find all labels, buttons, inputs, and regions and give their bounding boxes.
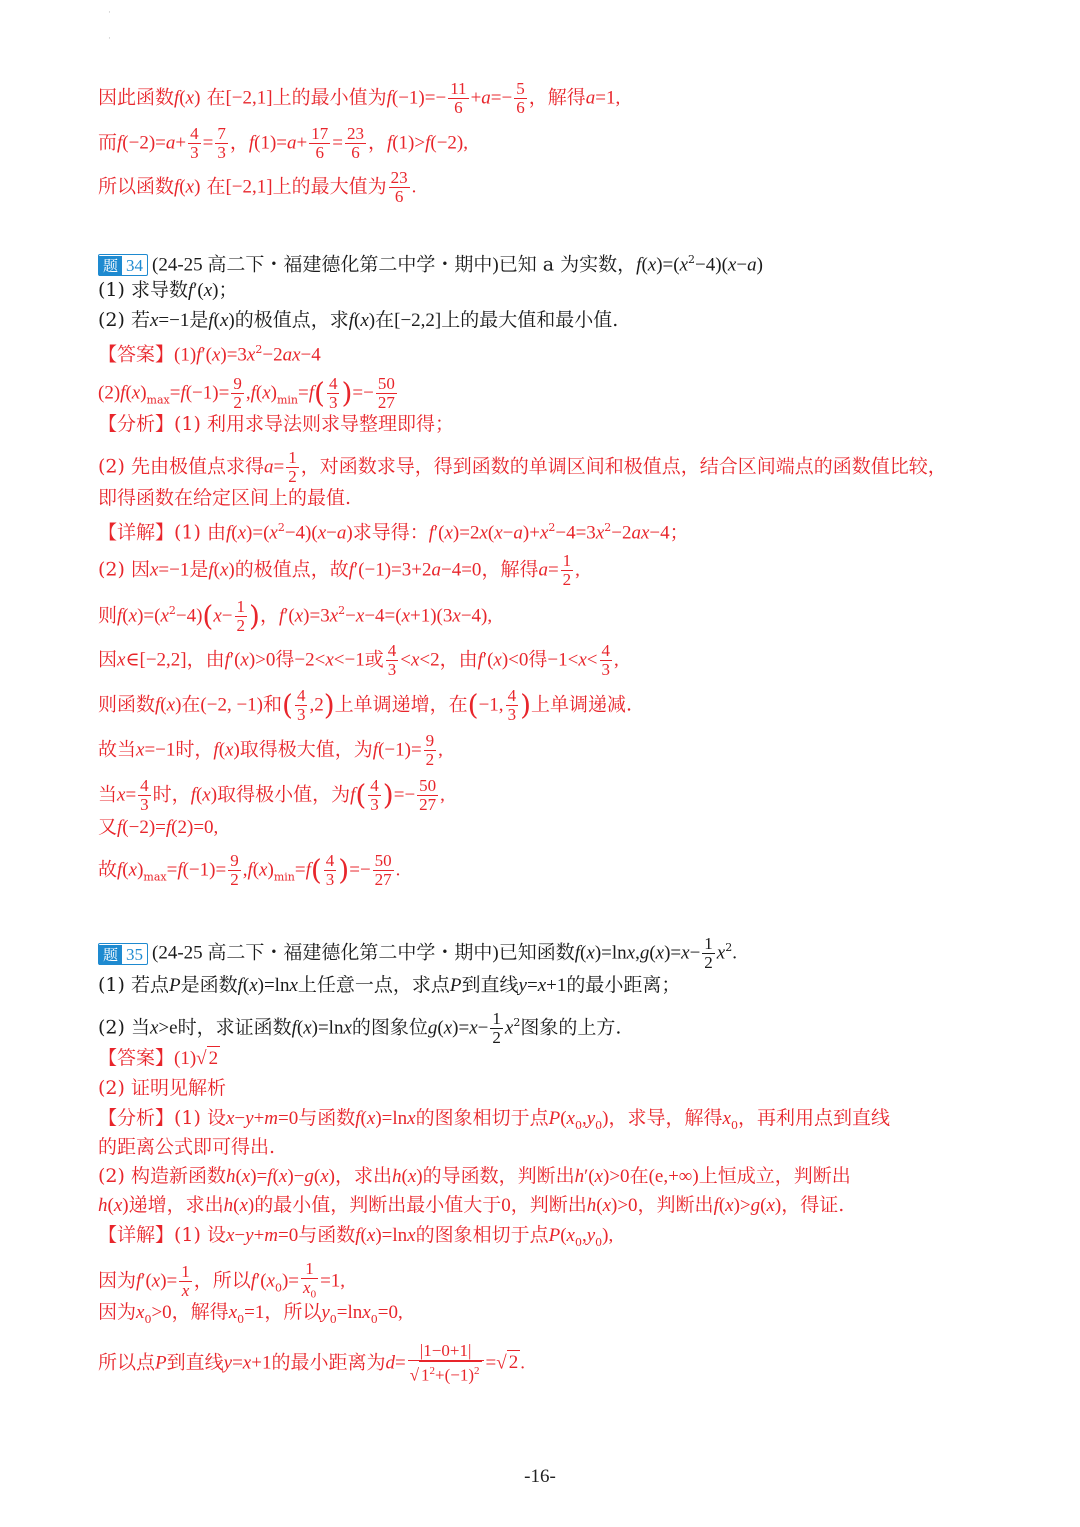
q34-analysis-2: (2) 先由极值点求得a= $\frac{1}{2}$ ，对函数求导，得到函数的单调区间和极值点，结合区间端点的函数值比较， xyxy=(98,448,947,486)
q34-detail-8: 又f(−2)=f(2)=0, xyxy=(98,816,219,838)
q35-badge: 题 35 xyxy=(98,943,148,965)
q35-answer-1: 【答案】(1)√ 2 xyxy=(98,1047,219,1069)
q34-detail-4: 因x∈[−2,2]，由f′(x)>0得−2<x<−1或 $\frac{4}{3}$ <x<2，由f′(x)<0得−1<x< $\frac{4}{3}$ , xyxy=(98,641,619,679)
q35-analysis-4: h(x)递增，求出h(x)的最小值，判断出最小值大于0，判断出h(x)>0，判断出f(x)>g(x)，得证. xyxy=(98,1194,845,1216)
q34-detail-5: 则函数f(x)在(−2, −1)和( $\frac{4}{3}$ ,2)上单调递增，在(−1, $\frac{4}{3}$ )上单调递减. xyxy=(98,686,633,724)
q35-part1: (1) 若点P是函数f(x)=lnx上任意一点，求点P到直线y=x+1的最小距离； xyxy=(98,974,681,996)
q34-detail-9: 故$f(x)_{max}=f(-1)=$ $\frac{9}{2}$ $,f(x)_{min}=f$( $\frac{4}{3}$ )=− $\frac{50}{27}$ . xyxy=(98,851,401,889)
q34-part2: (2) 若x=−1是f(x)的极值点，求f(x)在[−2,2]上的最大值和最小值. xyxy=(98,309,619,331)
prev-solution-line-1: 因此函数f(x) 在[−2,1]上的最小值为f(−1)=− $\frac{11}{6}$ +a=− $\frac{5}{6}$ ，解得a=1, xyxy=(98,79,621,117)
page-number: -16- xyxy=(524,1466,556,1487)
q35-analysis-1: 【分析】(1) 设x−y+m=0与函数f(x)=lnx的图象相切于点$P(x_0,y_0)$，求导，解得$x_0$，再利用点到直线 xyxy=(98,1107,890,1132)
q34-detail-7: 当x= $\frac{4}{3}$ 时，f(x)取得极小值，为f( $\frac{4}{3}$ )=− $\frac{50}{27}$ , xyxy=(98,776,445,814)
scan-speck: · xyxy=(108,8,111,18)
q35-analysis-2: 的距离公式即可得出. xyxy=(98,1136,276,1158)
q34-answer-2: $(2)f(x)_{max}=f(-1)=$ $\frac{9}{2}$ $,f(x)_{min}=f$( $\frac{4}{3}$ )=− $\frac{50}{27}$ xyxy=(98,374,395,412)
q35-analysis-3: (2) 构造新函数h(x)=f(x)−g(x)，求出h(x)的导函数，判断出h′(x)>0在(e,+∞)上恒成立，判断出 xyxy=(98,1165,851,1187)
q34-detail-6: 故当x=−1时，f(x)取得极大值，为f(−1)= $\frac{9}{2}$ , xyxy=(98,731,443,769)
prev-solution-line-3: 所以函数f(x) 在[−2,1]上的最大值为 $\frac{23}{6}$ . xyxy=(98,168,417,206)
scan-speck: · xyxy=(108,34,111,44)
q35-detail-2: 因为f′(x)= $\frac{1}{x}$ ，所以$f'(x_0)=$ $\frac{1}{x_0}$ =1, xyxy=(98,1260,345,1303)
q34-stem: 题 34 (24-25 高二下・福建德化第二中学・期中)已知 a 为实数，$f(x)=(x^2-4)(x-a)$ xyxy=(98,248,763,277)
q34-detail-2: (2) 因x=−1是f(x)的极值点，故f′(−1)=3+2a−4=0，解得a= $\frac{1}{2}$ , xyxy=(98,551,580,589)
q35-answer-2: (2) 证明见解析 xyxy=(98,1077,226,1099)
prev-solution-line-2: 而f(−2)=a+ $\frac{4}{3}$ = $\frac{7}{3}$ ，f(1)=a+ $\frac{17}{6}$ = $\frac{23}{6}$ ，f(1)>f(−2), xyxy=(98,124,469,162)
q35-part2: (2) 当x>e时，求证函数f(x)=lnx的图象位g(x)=x− $\frac{1}{2}$ $x^2$图象的上方. xyxy=(98,1009,622,1047)
q34-badge: 题 34 xyxy=(98,254,148,276)
q34-analysis-1: 【分析】(1) 利用求导法则求导整理即得； xyxy=(98,413,454,435)
q34-part1: (1) 求导数f′(x)； xyxy=(98,279,238,301)
q35-detail-3: 因为$x_0>0$，解得$x_0=1$，所以$y_0=\ln x_0=0$, xyxy=(98,1301,403,1326)
q35-stem: 题 35 (24-25 高二下・福建德化第二中学・期中)已知函数f(x)=lnx,g(x)=x− $\frac{1}{2}$ $x^2$. xyxy=(98,935,737,972)
q34-answer-1: 【答案】$(1)f'(x)=3x^2-2ax-4$ xyxy=(98,343,321,366)
q35-detail-1: 【详解】(1) 设x−y+m=0与函数f(x)=lnx的图象相切于点$P(x_0,y_0)$, xyxy=(98,1224,614,1249)
q34-detail-3: 则$f(x)=(x^2-4)(x-$ $\frac{1}{2}$ )，$f'(x)=3x^2-x-4=(x+1)(3x-4)$, xyxy=(98,597,493,635)
q35-detail-4: 所以点P到直线y=x+1的最小距离为d= $\frac{|1-0+1|}{√ 1^2+(-1)^2}$ =√ 2 . xyxy=(98,1341,525,1385)
q34-detail-1: 【详解】(1) 由$f(x)=(x^2-4)(x-a)$求导得：$f'(x)=2x(x-a)+x^2-4=3x^2-2ax-4$； xyxy=(98,521,689,544)
q34-analysis-3: 即得函数在给定区间上的最值. xyxy=(98,487,352,509)
